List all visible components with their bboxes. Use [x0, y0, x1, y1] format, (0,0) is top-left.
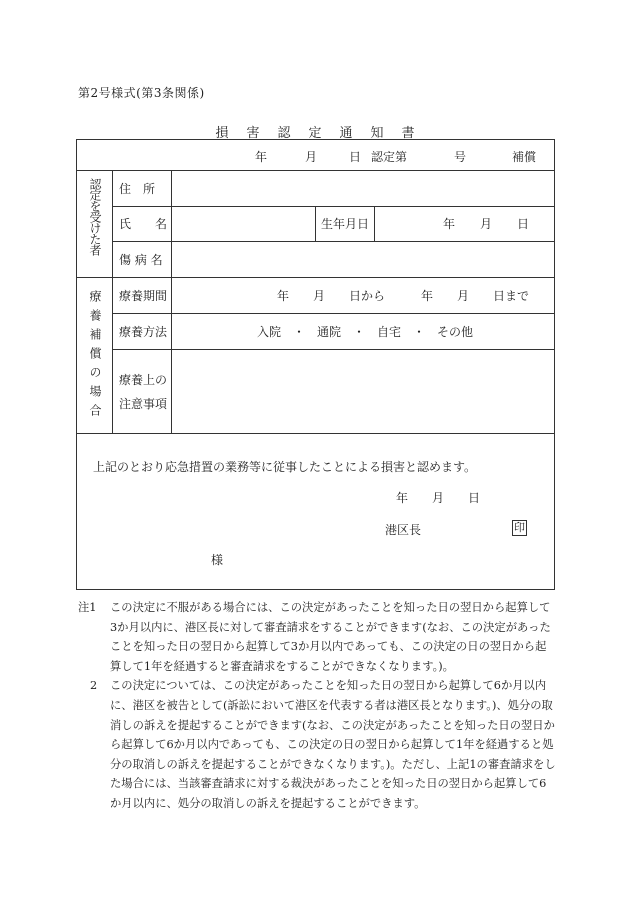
method-value: 入院 ・ 通院 ・ 自宅 ・ その他	[257, 325, 474, 339]
recipient-group-label: 認定を受けた者	[88, 178, 102, 255]
mayor-label: 港区長	[385, 523, 422, 537]
care-notes-label-line2: 注意事項	[119, 397, 168, 411]
addressee-suffix: 様	[211, 553, 224, 567]
row-divider	[112, 349, 554, 350]
row-divider	[112, 313, 554, 314]
issue-day: 日	[349, 150, 362, 164]
statement-text: 上記のとおり応急措置の業務等に従事したことによる損害と認めます。	[93, 460, 477, 474]
col-divider	[112, 170, 113, 433]
issue-year: 年	[255, 150, 268, 164]
notice-form-table	[76, 139, 555, 590]
method-label: 療養方法	[119, 325, 168, 339]
birthdate-label: 生年月日	[321, 217, 370, 231]
period-label: 療養期間	[119, 289, 168, 303]
medical-group-label: 療養補償の場合	[88, 290, 102, 423]
form-label: 第2号様式(第3条関係)	[78, 86, 205, 100]
note-number: 2	[90, 679, 98, 693]
compensation-label: 補償	[512, 150, 537, 164]
col-divider	[374, 206, 375, 241]
row-divider	[77, 170, 554, 171]
row-divider	[77, 277, 554, 278]
period-value: 年 月 日から 年 月 日まで	[277, 289, 530, 303]
note-item	[78, 598, 556, 676]
care-notes-label-line1: 療養上の	[119, 373, 168, 387]
notes-section	[78, 598, 556, 814]
note-number: 注1	[78, 601, 97, 614]
note-item	[78, 676, 556, 813]
name-label: 氏 名	[119, 217, 168, 231]
col-divider	[171, 170, 172, 433]
number-suffix: 号	[454, 150, 467, 164]
note-text: この決定に不服がある場合には、この決定があったことを知った日の翌日から起算して3か月以内に、港区長に対して審査請求をすることができます(なお、この決定があったことを知った日の翌日から起算して3か月以内であっても、この決定の日の翌日から起算して1年を経過すると審査請求をすることができなくなります。)。	[110, 601, 551, 673]
document-title: 損害認定通知書	[215, 126, 433, 141]
row-divider	[77, 433, 554, 434]
address-label: 住 所	[119, 182, 156, 196]
cert-number-label: 認定第	[371, 150, 408, 164]
row-divider	[112, 206, 554, 207]
row-divider	[112, 241, 554, 242]
statement-date: 年 月 日	[396, 491, 481, 505]
birth-day: 日	[517, 217, 530, 231]
note-text: この決定については、この決定があったことを知った日の翌日から起算して6か月以内に、港区を被告として(訴訟において港区を代表する者は港区長となります。)、処分の取消しの訴えを提起することができます(なお、この決定があったことを知った日の翌日から起算して6か月以内であっても、この決定の日の翌日から起算して1年を経過すると処分の取消しの訴えを提起することができなくなります。)。ただし、上記1の審査請求をした場合には、当該審査請求に対する裁決があったことを知った日の翌日から起算して6か月以内に、処分の取消しの訴えを提起することができます。	[110, 679, 556, 810]
injury-label: 傷 病 名	[119, 253, 163, 267]
issue-month: 月	[305, 150, 318, 164]
seal-mark: 印	[514, 521, 525, 534]
col-divider	[315, 206, 316, 241]
birth-month: 月	[480, 217, 493, 231]
birth-year: 年	[443, 217, 456, 231]
